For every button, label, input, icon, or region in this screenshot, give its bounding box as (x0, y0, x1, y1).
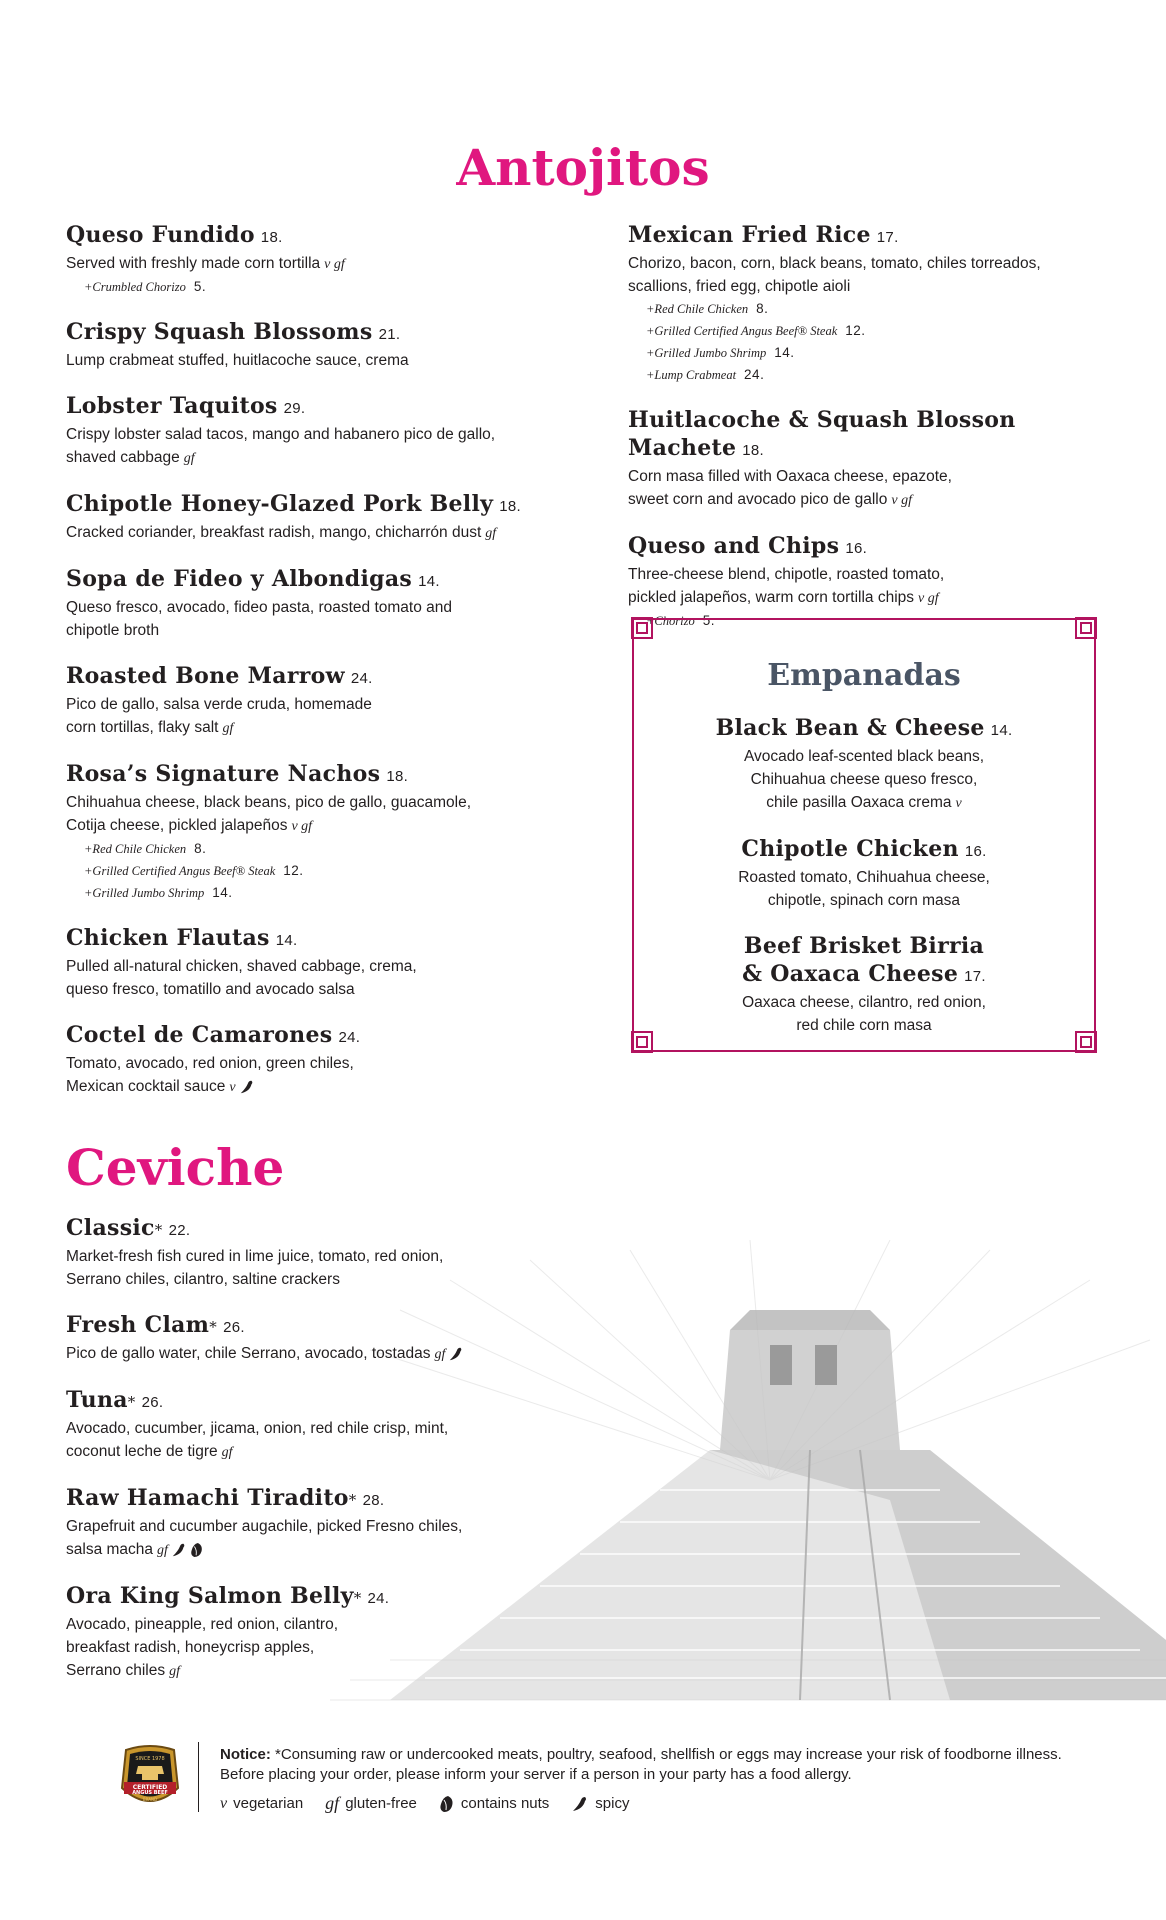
item-description: Lump crabmeat stuffed, huitlacoche sauce, crema (66, 352, 409, 369)
notice-text: *Consuming raw or undercooked meats, poultry, seafood, shellfish or eggs may increase your risk of foodborne illness. Before placing your order, please inform your server if a person in your party has a food allergy. (220, 1746, 1062, 1783)
dietary-tags: gf (157, 1543, 168, 1558)
menu-item (632, 714, 1096, 815)
item-name: Chipotle Honey-Glazed Pork Belly (66, 491, 494, 517)
item-description: salsa macha (66, 1541, 154, 1558)
item-price: 24. (338, 1029, 361, 1046)
item-price: 22. (168, 1222, 191, 1239)
raw-warning-asterisk: * (154, 1221, 163, 1239)
menu-item (66, 1484, 586, 1562)
item-description: Crispy lobster salad tacos, mango and habanero pico de gallo, (66, 426, 496, 443)
item-name: Black Bean & Cheese (715, 715, 985, 741)
menu-item (66, 318, 586, 372)
dietary-tags: gf (434, 1347, 446, 1362)
chile-icon (171, 1542, 187, 1558)
dietary-tags: v gf (918, 591, 939, 606)
item-description: chile pasilla Oaxaca crema (766, 794, 952, 811)
item-name: & Oaxaca Cheese (742, 961, 959, 987)
item-description: Avocado leaf-scented black beans, (743, 748, 985, 765)
item-price: 24. (350, 670, 373, 687)
item-description: sweet corn and avocado pico de gallo (628, 491, 888, 508)
item-description: Three-cheese blend, chipotle, roasted tomato, (628, 566, 945, 583)
dietary-tags: v gf (324, 257, 345, 272)
item-description: Pico de gallo, salsa verde cruda, homemade (66, 696, 372, 713)
item-description: shaved cabbage (66, 449, 180, 466)
item-name: Chipotle Chicken (741, 836, 959, 862)
menu-item (632, 835, 1096, 912)
item-description: Tomato, avocado, red onion, green chiles, (66, 1055, 354, 1072)
dietary-tags: v (229, 1080, 236, 1095)
addon-label: +Grilled Certified Angus Beef® Steak (646, 324, 838, 338)
addon-price: 14. (212, 885, 233, 900)
item-description: Serrano chiles (66, 1662, 166, 1679)
ceviche-list (66, 1214, 586, 1703)
item-addon (628, 342, 1128, 364)
item-price: 28. (362, 1492, 385, 1509)
menu-item (66, 565, 586, 642)
item-description: Avocado, pineapple, red onion, cilantro, (66, 1616, 339, 1633)
addon-label: +Red Chile Chicken (646, 302, 749, 316)
dietary-tags: gf (221, 1445, 233, 1460)
empanadas-heading: Empanadas (767, 658, 961, 693)
item-description: Cracked coriander, breakfast radish, mango, chicharrón dust (66, 524, 482, 541)
menu-item (66, 1386, 586, 1464)
spicy-label: spicy (595, 1795, 630, 1812)
menu-item (628, 406, 1128, 512)
item-price: 16. (964, 843, 987, 860)
allergy-notice (220, 1745, 1100, 1785)
addon-label: +Grilled Certified Angus Beef® Steak (84, 864, 276, 878)
item-price: 14. (418, 573, 440, 590)
item-description: chipotle, spinach corn masa (767, 892, 961, 909)
item-name: Queso and Chips (628, 533, 840, 559)
frame-corner-ornament (1075, 617, 1097, 639)
item-addon (628, 364, 1128, 386)
item-addon (66, 882, 586, 904)
item-description: Serrano chiles, cilantro, saltine crackers (66, 1271, 340, 1288)
item-description: Pico de gallo water, chile Serrano, avocado, tostadas (66, 1345, 431, 1362)
raw-warning-asterisk: * (127, 1393, 136, 1411)
item-name: Fresh Clam (66, 1312, 210, 1338)
item-addon (66, 860, 586, 882)
addon-price: 8. (756, 301, 769, 316)
item-description: Market-fresh fish cured in lime juice, tomato, red onion, (66, 1248, 444, 1265)
item-name: Crispy Squash Blossoms (66, 319, 373, 345)
item-name: Rosa’s Signature Nachos (66, 761, 381, 787)
dietary-tags: v gf (291, 819, 313, 834)
item-name: Huitlacoche & Squash Blosson Machete (628, 407, 1016, 461)
menu-item (628, 221, 1128, 386)
item-price: 17. (964, 968, 986, 985)
item-description: chipotle broth (66, 622, 160, 639)
svg-text:CERTIFIED: CERTIFIED (132, 1784, 168, 1791)
item-price: 17. (876, 229, 899, 246)
menu-item (66, 221, 586, 298)
raw-warning-asterisk: * (209, 1318, 218, 1336)
item-description: Pulled all-natural chicken, shaved cabbage, crema, (66, 958, 417, 975)
menu-item (66, 662, 586, 740)
gluten-free-symbol: gf (325, 1793, 340, 1813)
item-description: corn tortillas, flaky salt (66, 719, 219, 736)
item-description: Served with freshly made corn tortilla (66, 255, 321, 272)
item-description: Queso fresco, avocado, fideo pasta, roasted tomato and (66, 599, 453, 616)
item-price: 21. (378, 326, 401, 343)
item-description: Chorizo, bacon, corn, black beans, tomato, chiles torreados, (628, 255, 1041, 272)
dietary-tags: v (955, 796, 962, 811)
addon-label: +Grilled Jumbo Shrimp (646, 346, 767, 360)
antojitos-heading: Antojitos (456, 138, 710, 197)
svg-text:SINCE 1978: SINCE 1978 (135, 1756, 165, 1762)
item-price: 29. (283, 400, 306, 417)
item-name: Tuna (66, 1387, 128, 1413)
item-description: Cotija cheese, pickled jalapeños (66, 817, 288, 834)
item-addon (66, 838, 586, 860)
addon-price: 8. (194, 841, 207, 856)
svg-text:ANGUS BEEF: ANGUS BEEF (132, 1790, 168, 1796)
menu-item (66, 1582, 586, 1683)
notice-label: Notice: (220, 1746, 271, 1763)
addon-price: 5. (193, 279, 207, 294)
item-description: Roasted tomato, Chihuahua cheese, (738, 869, 990, 886)
menu-item (66, 1021, 586, 1099)
svg-text:BRAND: BRAND (142, 1797, 158, 1802)
item-price: 18. (499, 498, 521, 515)
vegetarian-label: vegetarian (233, 1795, 304, 1812)
addon-price: 5. (702, 613, 715, 628)
item-name: Ora King Salmon Belly (66, 1583, 354, 1609)
item-description: Mexican cocktail sauce (66, 1078, 226, 1095)
addon-label: +Chorizo (646, 614, 695, 628)
item-name: Queso Fundido (66, 222, 255, 248)
menu-item (66, 760, 586, 904)
dietary-tags: gf (222, 721, 234, 736)
item-addon (628, 320, 1128, 342)
footer-divider (198, 1742, 199, 1812)
item-name: Classic (66, 1215, 155, 1241)
item-name: Roasted Bone Marrow (66, 663, 345, 689)
antojitos-right-column (628, 221, 1128, 652)
addon-label: +Lump Crabmeat (646, 368, 737, 382)
item-price: 26. (141, 1394, 164, 1411)
item-description: Oaxaca cheese, cilantro, red onion, (742, 994, 986, 1011)
menu-item (632, 932, 1096, 1037)
nut-icon (190, 1542, 204, 1558)
item-price: 16. (845, 540, 868, 557)
chile-icon (571, 1795, 589, 1813)
addon-label: +Crumbled Chorizo (84, 280, 186, 294)
dietary-tags: gf (169, 1664, 180, 1679)
addon-price: 24. (744, 367, 765, 382)
certified-angus-beef-logo (118, 1744, 182, 1810)
item-description: Corn masa filled with Oaxaca cheese, epazote, (628, 468, 952, 485)
raw-warning-asterisk: * (348, 1491, 357, 1509)
item-description: Chihuahua cheese, black beans, pico de gallo, guacamole, (66, 794, 471, 811)
item-price: 24. (367, 1590, 390, 1607)
menu-item (66, 392, 586, 470)
ceviche-heading: Ceviche (66, 1138, 285, 1197)
dietary-tags: gf (183, 451, 195, 466)
vegetarian-symbol: v (220, 1794, 228, 1812)
menu-item (66, 490, 586, 545)
addon-price: 12. (283, 863, 304, 878)
item-description: Grapefruit and cucumber augachile, picked Fresno chiles, (66, 1518, 463, 1535)
item-name: Raw Hamachi Tiradito (66, 1485, 349, 1511)
gluten-free-label: gluten-free (345, 1795, 417, 1812)
chile-icon (448, 1346, 464, 1362)
item-description: Chihuahua cheese queso fresco, (750, 771, 978, 788)
dietary-tags: v gf (891, 493, 912, 508)
item-name: Beef Brisket Birria (743, 933, 985, 959)
item-description: queso fresco, tomatillo and avocado salsa (66, 981, 355, 998)
item-name: Lobster Taquitos (66, 393, 278, 419)
nuts-label: contains nuts (460, 1795, 550, 1812)
item-description: Avocado, cucumber, jicama, onion, red chile crisp, mint, (66, 1420, 449, 1437)
nut-icon (439, 1795, 455, 1813)
item-description: coconut leche de tigre (66, 1443, 218, 1460)
addon-label: +Grilled Jumbo Shrimp (84, 886, 205, 900)
addon-price: 14. (774, 345, 795, 360)
item-description: red chile corn masa (796, 1017, 932, 1034)
dietary-legend (220, 1793, 635, 1814)
addon-price: 12. (845, 323, 866, 338)
frame-corner-ornament (631, 617, 653, 639)
item-name: Coctel de Camarones (66, 1022, 333, 1048)
addon-label: +Red Chile Chicken (84, 842, 187, 856)
empanadas-list (632, 714, 1096, 1057)
item-price: 18. (386, 768, 409, 785)
item-price: 14. (990, 722, 1013, 739)
item-name: Chicken Flautas (66, 925, 270, 951)
item-name: Sopa de Fideo y Albondigas (66, 566, 413, 592)
raw-warning-asterisk: * (353, 1589, 362, 1607)
antojitos-left-column (66, 221, 586, 1119)
item-price: 18. (742, 442, 765, 459)
menu-item (66, 1214, 586, 1291)
dietary-tags: gf (485, 526, 497, 541)
item-price: 14. (275, 932, 298, 949)
chile-icon (239, 1079, 255, 1095)
item-price: 18. (260, 229, 283, 246)
menu-item (628, 532, 1128, 632)
item-description: breakfast radish, honeycrisp apples, (66, 1639, 315, 1656)
menu-item (66, 924, 586, 1001)
item-description: scallions, fried egg, chipotle aioli (628, 278, 851, 295)
item-addon (66, 276, 586, 298)
item-price: 26. (223, 1319, 245, 1336)
item-addon (628, 298, 1128, 320)
menu-item (66, 1311, 586, 1366)
item-name: Mexican Fried Rice (628, 222, 871, 248)
item-description: pickled jalapeños, warm corn tortilla chips (628, 589, 915, 606)
